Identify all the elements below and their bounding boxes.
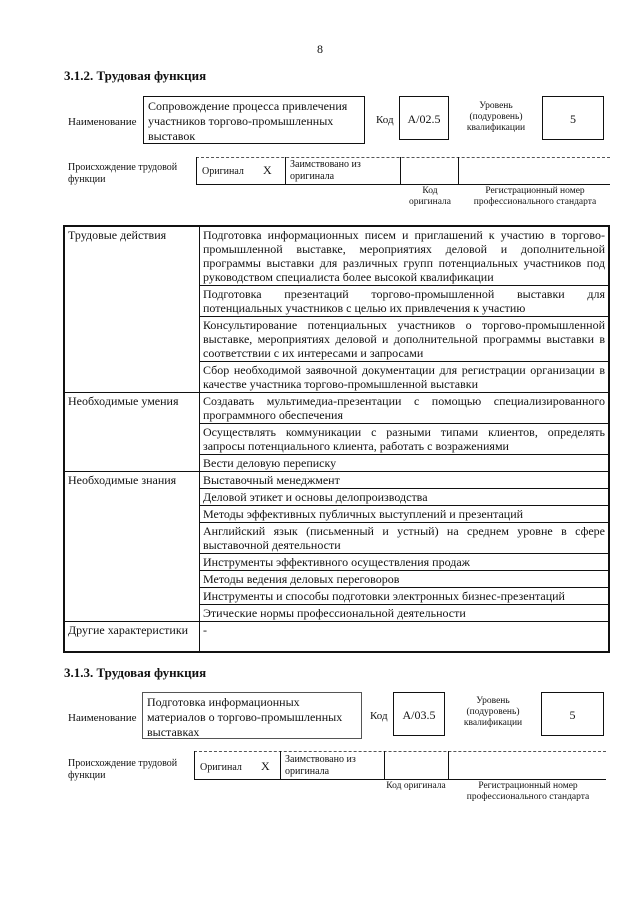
function-name-box: Сопровождение процесса привлечения участников торгово-промышленных выставок (143, 96, 365, 144)
origin-label-2: Происхождение трудовой функции (68, 758, 178, 781)
origin-border (458, 157, 459, 184)
code-label-2: Код (370, 710, 388, 722)
row-item: Осуществлять коммуникации с разными типами клиентов, определять запросы потенциального клиента, работать с возражениями (200, 424, 609, 455)
row-item: Консультирование потенциальных участников о торгово-промышленной выставке, мероприятиях деловой и дополнительной программы выставки в соответствии с их интересами и запросами (200, 317, 609, 362)
code-value-2: A/03.5 (393, 692, 445, 736)
table-row (65, 622, 609, 652)
borrowed-label: Заимствовано из оригинала (290, 159, 361, 182)
origin-top-border (196, 157, 610, 158)
function-name-box-2: Подготовка информационных материалов о торгово-промышленных выставках (142, 692, 362, 739)
row-item: - (200, 622, 609, 652)
reg-number-label: Регистрационный номер профессионального стандарта (473, 186, 597, 207)
origin-border (196, 157, 197, 184)
origin-border-2 (194, 751, 195, 779)
original-mark-2: X (261, 759, 270, 773)
row-item: Методы ведения деловых переговоров (200, 571, 609, 588)
section-title-2: 3.1.3. Трудовая функция (64, 665, 207, 680)
origin-border-2 (448, 751, 449, 779)
name-label-2: Наименование (68, 712, 137, 724)
code-original-label-2: Код оригинала (386, 781, 446, 791)
code-original-label: Код оригинала (409, 186, 451, 207)
row-item: Инструменты эффективного осуществления продаж (200, 554, 609, 571)
row-item: Подготовка информационных писем и приглашений к участию в торгово-промышленной выставке, мероприятиях деловой и дополнительной программы выставки для различных групп потенциальных участников под руководством специалиста более высокой квалификации (200, 227, 609, 286)
origin-border (400, 157, 401, 184)
table-row (65, 393, 609, 424)
origin-border-2 (384, 751, 385, 779)
reg-number-label-2: Регистрационный номер профессионального стандарта (466, 781, 590, 802)
original-mark: X (263, 163, 272, 177)
row-item: Вести деловую переписку (200, 455, 609, 472)
code-value: A/02.5 (399, 96, 449, 140)
level-value: 5 (542, 96, 604, 140)
row-item: Методы эффективных публичных выступлений и презентаций (200, 506, 609, 523)
original-label-2: Оригинал (200, 762, 242, 773)
borrowed-label-2: Заимствовано из оригинала (285, 754, 356, 777)
row-category: Необходимые умения (65, 393, 200, 472)
origin-border-2 (280, 751, 281, 779)
code-label: Код (376, 114, 394, 126)
row-category: Необходимые знания (65, 472, 200, 622)
origin-bottom-border-2 (194, 779, 606, 780)
row-item: Выставочный менеджмент (200, 472, 609, 489)
section-title: 3.1.2. Трудовая функция (64, 68, 207, 83)
row-category: Трудовые действия (65, 227, 200, 393)
row-item: Инструменты и способы подготовки электронных бизнес-презентаций (200, 588, 609, 605)
original-label: Оригинал (202, 166, 244, 177)
row-item: Сбор необходимой заявочной документации для регистрации организации в качестве участника торгово-промышленной выставки (200, 362, 609, 393)
origin-bottom-border (196, 184, 610, 185)
row-item: Деловой этикет и основы делопроизводства (200, 489, 609, 506)
level-label: Уровень (подуровень) квалификации (466, 101, 526, 133)
row-item: Подготовка презентаций торгово-промышленной выставки для потенциальных участников с целью их привлечения к участию (200, 286, 609, 317)
table-row (65, 472, 609, 489)
page-number: 8 (317, 42, 323, 56)
row-item: Английский язык (письменный и устный) на среднем уровне в сфере выставочной деятельности (200, 523, 609, 554)
name-label: Наименование (68, 116, 137, 128)
labor-function-table (63, 225, 610, 653)
row-category: Другие характеристики (65, 622, 200, 652)
row-item: Создавать мультимедиа-презентации с помощью специализированного программного обеспечения (200, 393, 609, 424)
level-value-2: 5 (541, 692, 604, 736)
table-row (65, 227, 609, 286)
row-item: Этические нормы профессиональной деятельности (200, 605, 609, 622)
origin-top-border-2 (194, 751, 606, 752)
level-label-2: Уровень (подуровень) квалификации (463, 696, 523, 728)
origin-border (285, 157, 286, 184)
origin-label: Происхождение трудовой функции (68, 162, 178, 185)
